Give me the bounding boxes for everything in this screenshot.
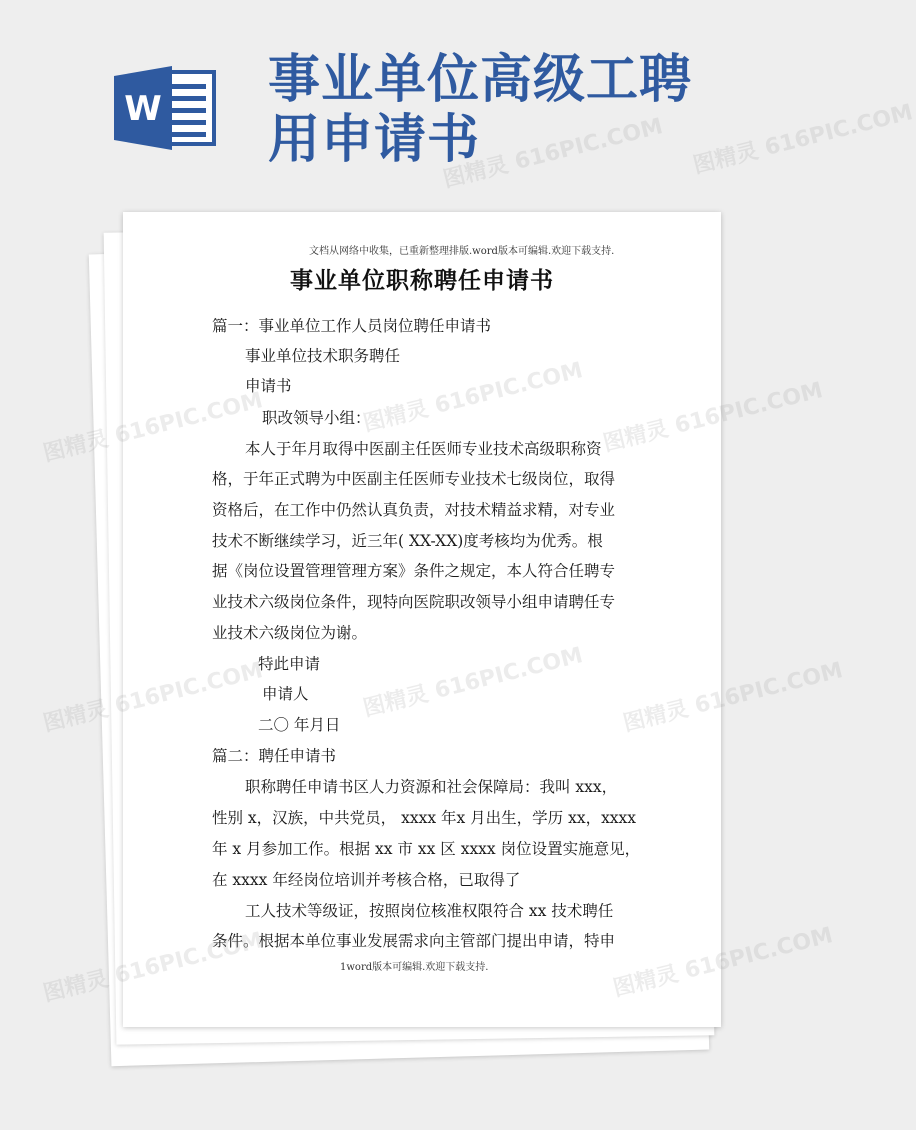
banner-title: [268, 50, 788, 170]
body-line: 据《岗位设置管理管理方案》条件之规定，本人符合任聘专: [212, 562, 616, 580]
body-line: 条件。根据本单位事业发展需求向主管部门提出申请，特申: [212, 932, 616, 950]
watermark-text: 图精灵 616PIC.COM: [620, 658, 846, 737]
body-line: 特此申请: [258, 655, 321, 673]
watermark-text: 图精灵: [40, 426, 111, 467]
body-line: 业技术六级岗位为谢。: [212, 624, 368, 642]
logo-letter: W: [124, 89, 162, 129]
body-line: 篇一：事业单位工作人员岗位聘任申请书: [212, 317, 492, 335]
body-line: 本人于年月取得中医副主任医师专业技术高级职称资: [245, 440, 602, 458]
body-line: 工人技术等级证，按照岗位核准权限符合 xx 技术聘任: [245, 902, 614, 920]
body-line: 职称聘任申请书区人力资源和社会保障局：我叫 xxx，: [245, 778, 618, 796]
body-line: 年 x 月参加工作。根据 xx 市 xx 区 xxxx 岗位设置实施意见，: [212, 840, 641, 858]
body-line: 申请人: [262, 685, 309, 703]
body-line: 事业单位技术职务聘任: [245, 347, 401, 365]
banner: [0, 0, 800, 190]
body-line: 业技术六级岗位条件，现特向医院职改领导小组申请聘任专: [212, 593, 616, 611]
body-line: 在 xxxx 年经岗位培训并考核合格，已取得了: [212, 871, 521, 889]
watermark-text: 616PIC.COM: [672, 378, 826, 439]
watermark-text: 图精灵: [40, 696, 111, 737]
watermark-text: 图精灵 616PIC.COM: [610, 923, 836, 1002]
page-header-note: 文档从网络中收集，已重新整理排版.word版本可编辑.欢迎下载支持.: [309, 246, 615, 257]
word-document-icon: [112, 62, 222, 152]
body-line: 资格后，在工作中仍然认真负责，对技术精益求精，对专业: [212, 501, 616, 519]
body-line: 格，于年正式聘为中医副主任医师专业技术七级岗位，取得: [212, 470, 616, 488]
page-footer-note: 1word版本可编辑.欢迎下载支持.: [340, 962, 489, 973]
body-line: 申请书: [245, 377, 292, 395]
body-line: 性别 x，汉族，中共党员， xxxx 年x 月出生，学历 xx，xxxx: [212, 809, 637, 827]
banner-title-line2: 用申请书: [268, 110, 481, 170]
body-line: 技术不断继续学习，近三年( XX-XX)度考核均为优秀。根: [212, 532, 603, 550]
body-line: 二〇 年月日: [258, 716, 341, 734]
watermark-text: 图精灵 616PIC.COM: [440, 114, 666, 193]
watermark-text: 图精灵: [40, 966, 111, 1007]
document-title: 事业单位职称聘任申请书: [290, 267, 554, 294]
banner-title-line1: 事业单位高级工聘: [268, 50, 693, 110]
watermark-text: 图精灵 616PIC.COM: [690, 100, 916, 179]
body-line: 篇二：聘任申请书: [212, 747, 337, 765]
body-line: 职改领导小组：: [262, 409, 371, 427]
